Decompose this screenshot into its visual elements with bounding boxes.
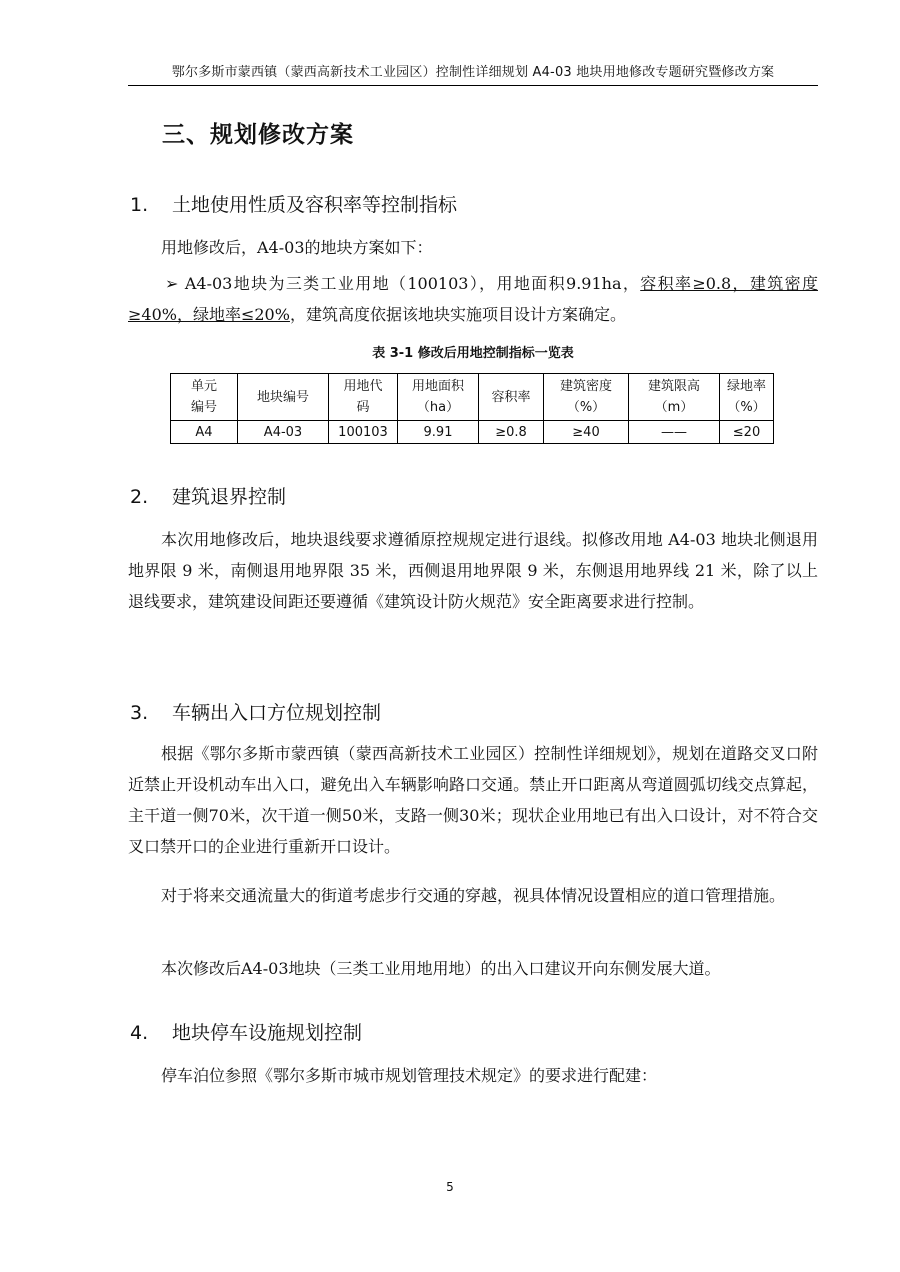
header-cell-plot: 地块编号 [238,374,329,421]
section-2-heading [130,482,286,509]
section-3-heading [130,698,381,725]
section-number: 3. [130,702,149,724]
table-caption: 表 3-1 修改后用地控制指标一览表 [372,346,574,361]
header-cell-far: 容积率 [479,374,544,421]
header-cell-height: 建筑限高 （m） [629,374,720,421]
header-rule [128,85,818,86]
section-title: 建筑退界控制 [172,486,287,508]
header-cell-density: 建筑密度 （%） [544,374,629,421]
section-title: 地块停车设施规划控制 [172,1022,363,1044]
header-cell-green: 绿地率 （%） [720,374,774,421]
table-cell: ≥40 [544,421,629,444]
section-title: 土地使用性质及容积率等控制指标 [172,194,458,216]
section-4-paragraph: 停车泊位参照《鄂尔多斯市城市规划管理技术规定》的要求进行配建： [161,1066,658,1085]
section-title: 车辆出入口方位规划控制 [172,702,382,724]
bullet-arrow-icon: ➢ [165,274,179,293]
section-1-bullet [128,268,818,330]
section-1-intro: 用地修改后，A4-03的地块方案如下： [161,238,433,257]
page-number: 5 [446,1180,454,1194]
table-cell: ≤20 [720,421,774,444]
header-cell-area: 用地面积 （ha） [398,374,479,421]
bullet-text-underlined: 容积率≥0.8，建筑密度≥40%，绿地率≤20% [128,274,818,324]
bullet-text-b: ，建筑高度依据该地块实施项目设计方案确定。 [289,305,626,324]
section-3-paragraph-3: 本次修改后A4-03地块（三类工业用地用地）的出入口建议开向东侧发展大道。 [161,959,721,978]
table-cell: ≥0.8 [479,421,544,444]
table-cell: 100103 [329,421,398,444]
running-header: 鄂尔多斯市蒙西镇（蒙西高新技术工业园区）控制性详细规划 A4-03 地块用地修改专题研究暨修改方案 [171,65,775,80]
chapter-title: 三、规划修改方案 [162,122,354,148]
section-number: 1. [130,194,149,216]
table-cell: 9.91 [398,421,479,444]
section-number: 4. [130,1022,149,1044]
control-index-table [170,373,774,444]
section-3-paragraph-1: 根据《鄂尔多斯市蒙西镇（蒙西高新技术工业园区）控制性详细规划》，规划在道路交叉口附近禁止开设机动车出入口，避免出入车辆影响路口交通。禁止开口距离从弯道圆弧切线交点算起，主干道一侧70米，次干道一侧50米，支路一侧30米；现状企业用地已有出入口设计，对不符合交叉口禁开口的企业进行重新开口设计。 [128,744,818,856]
section-3-paragraph-2: 对于将来交通流量大的街道考虑步行交通的穿越，视具体情况设置相应的道口管理措施。 [161,886,786,905]
table-row [171,421,774,444]
table-cell: A4 [171,421,238,444]
section-1-heading [130,190,457,217]
header-cell-unit: 单元 编号 [171,374,238,421]
section-2-paragraph: 本次用地修改后，地块退线要求遵循原控规规定进行退线。拟修改用地 A4-03 地块北侧退用地界限 9 米，南侧退用地界限 35 米，西侧退用地界限 9 米，东侧退用地界线 21 米，除了以上退线要求，建筑建设间距还要遵循《建筑设计防火规范》安全距离要求进行控制。 [128,530,818,611]
table-cell: A4-03 [238,421,329,444]
table-header-row [171,374,774,421]
header-cell-code: 用地代 码 [329,374,398,421]
bullet-text-a: A4-03地块为三类工业用地（100103），用地面积9.91ha， [178,274,641,293]
section-number: 2. [130,486,149,508]
table-cell: —— [629,421,720,444]
section-4-heading [130,1018,362,1045]
